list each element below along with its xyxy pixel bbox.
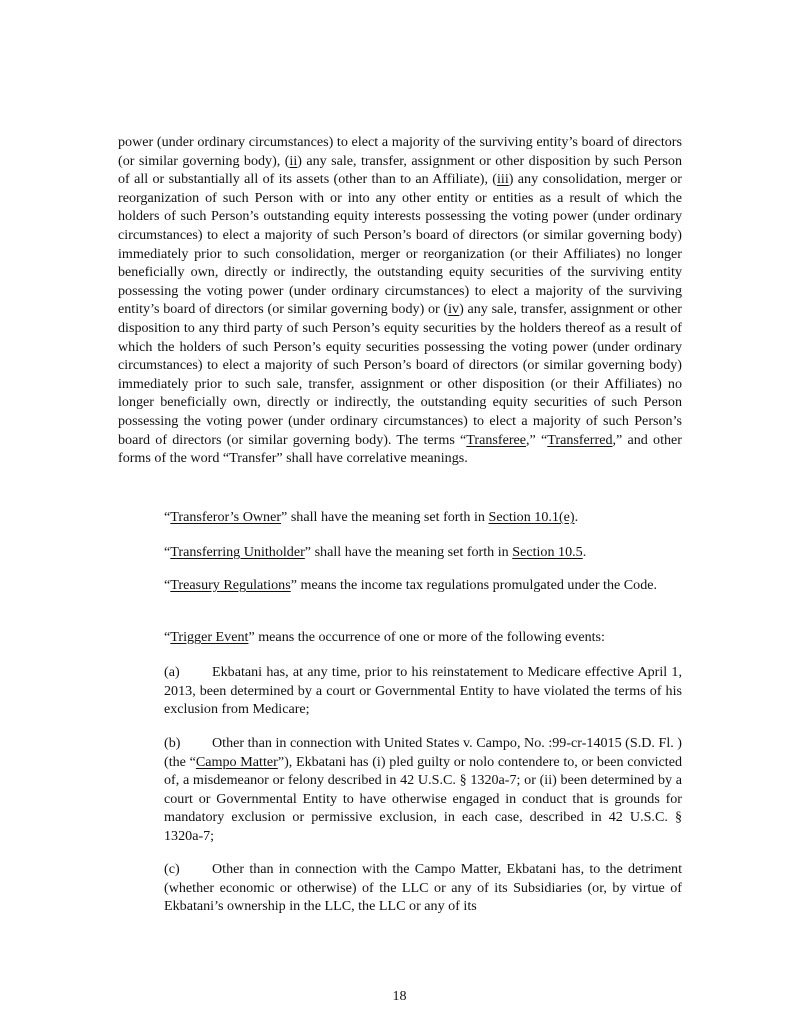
item-label: (a) xyxy=(164,664,180,680)
item-label: (b) xyxy=(164,735,181,751)
trigger-event-item-c: (c) Other than in connection with the Campo Matter, Ekbatani has, to the detriment (whether economic or otherwise) of the LLC or any of its Subsidiaries (or, by virtue of Ekbatani’s ownership in the LLC, the LLC or any of its xyxy=(164,861,682,915)
defined-term-campo-matter: Campo Matter xyxy=(195,753,278,770)
page-number: 18 xyxy=(392,988,407,1004)
definition-treasury-regulations: “Treasury Regulations” means the income tax regulations promulgated under the Code. xyxy=(164,577,658,593)
section-reference: Section 10.1(e) xyxy=(488,509,575,525)
defined-term: Trigger Event xyxy=(170,629,249,645)
defined-term: Transferor’s Owner xyxy=(170,509,282,525)
trigger-event-item-b: (b) Other than in connection with United States v. Campo, No. :99-cr-14015 (S.D. Fl. ) (the “Campo Matter”), Ekbatani has (i) pled guilty or nolo contendere to, or been convicted of, a misdemeanor or felony described in 42 U.S.C. § 1320a-7; or (ii) been determined by a court or Governmental Entity to have otherwise engaged in conduct that is grounds for mandatory exclusion or permissive exclusion, in each case, described in 42 U.S.C. § 1320a-7; xyxy=(164,735,682,844)
defined-term: Transferring Unitholder xyxy=(170,544,305,560)
defined-term-transferred: Transferred xyxy=(547,431,613,448)
defined-term: Treasury Regulations xyxy=(170,577,291,593)
definition-continuation-paragraph: power (under ordinary circumstances) to elect a majority of the surviving entity’s board of directors (or similar governing body), (ii) any sale, transfer, assignment or other disposition by such Person of all or substantially all of its assets (other than to an Affiliate), (iii) any consolidation, merger or reorganization of such Person with or into any other entity or entities as a result of which the holders of such Person’s outstanding equity interests possessing the voting power (under ordinary circumstances) to elect a majority of such Person’s board of directors (or similar governing body) immediately prior to such consolidation, merger or reorganization (or their Affiliates) no longer beneficially own, directly or indirectly, the outstanding equity securities of the surviving entity possessing the voting power (under ordinary circumstances) to elect a majority of the surviving entity’s board of directors (or similar governing body) or (iv) any sale, transfer, assignment or other disposition to any third party of such Person’s equity securities by the holders thereof as a result of which the holders of such Person’s equity securities possessing the voting power (under ordinary circumstances) to elect a majority of such Person’s board of directors (or similar governing body) immediately prior to such sale, transfer, assignment or other disposition (or their Affiliates) no longer beneficially own, directly or indirectly, the outstanding equity securities of such Person possessing the voting power (under ordinary circumstances) to elect a majority of such Person’s board of directors (or similar governing body). The terms “Transferee,” “Transferred,” and other forms of the word “Transfer” shall have correlative meanings. xyxy=(118,134,682,467)
section-reference: Section 10.5 xyxy=(512,544,583,560)
definition-transferring-unitholder: “Transferring Unitholder” shall have the meaning set forth in Section 10.5. xyxy=(164,544,587,560)
item-label: (c) xyxy=(164,861,180,877)
trigger-event-item-a: (a) Ekbatani has, at any time, prior to his reinstatement to Medicare effective April 1, 2013, been determined by a court or Governmental Entity to have violated the terms of his exclusion from Medicare; xyxy=(164,664,682,718)
definition-trigger-event: “Trigger Event” means the occurrence of one or more of the following events: xyxy=(164,629,605,645)
definition-transferors-owner: “Transferor’s Owner” shall have the meaning set forth in Section 10.1(e). xyxy=(164,509,579,525)
defined-term-transferee: Transferee xyxy=(466,431,527,448)
